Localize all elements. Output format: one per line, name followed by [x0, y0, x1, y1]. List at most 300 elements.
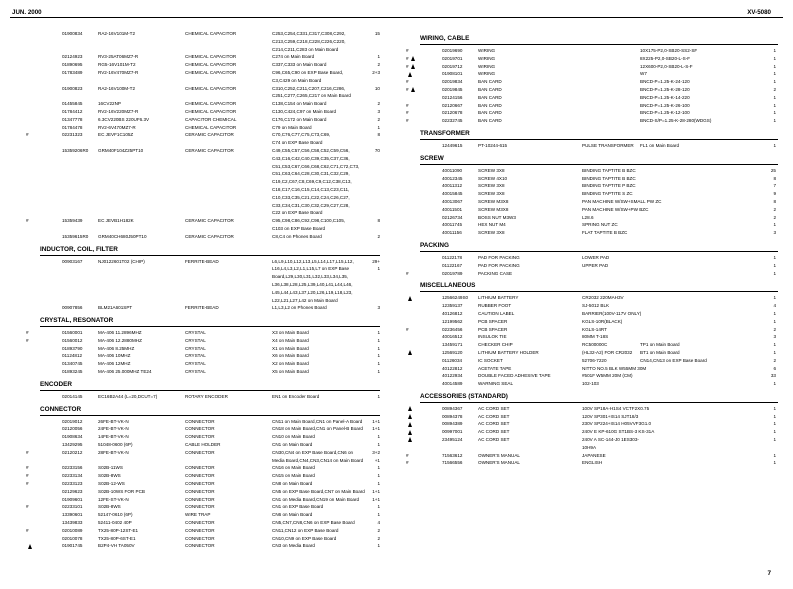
- part-reference: TP1 on Main Board: [640, 342, 680, 348]
- part-name: CERAMIC CAPACITOR: [185, 218, 234, 224]
- parts-row: [420, 365, 778, 373]
- part-reference: 10X175-P2,0-SB20-SS2-SF: [640, 48, 698, 53]
- part-number: 12569120: [442, 349, 463, 355]
- part-number: 02232745: [442, 118, 463, 124]
- parts-row: [420, 310, 778, 318]
- part-quantity: 2: [377, 101, 380, 107]
- part-number: 02019712: [442, 63, 463, 69]
- part-quantity: 1: [773, 452, 776, 458]
- part-description: EC16B2A44 (L=20,DCUT=7): [98, 393, 158, 399]
- part-description: SCREW 3X8: [478, 167, 505, 173]
- parts-row: [40, 297, 380, 305]
- parts-row: [420, 413, 778, 421]
- part-reference: 12X600-P2,0-SB20-L-S-F: [640, 63, 693, 69]
- part-name: CRYSTAL: [185, 337, 206, 343]
- part-description: S02B-11WS: [98, 465, 123, 471]
- part-reference: L22,L21,L27,L42 on Main Board: [272, 297, 338, 303]
- section-heading: ENCODER: [40, 380, 72, 388]
- part-quantity: 1: [773, 381, 776, 387]
- part-reference: BNCD-P=1.25-K-12-100: [640, 110, 690, 116]
- parts-row: [40, 92, 380, 100]
- part-quantity: 1: [377, 353, 380, 359]
- row-marker: [26, 542, 40, 550]
- section-rule: [40, 415, 380, 416]
- part-reference: CN18 on Main Board,CN1 on Panel-B Board: [272, 426, 363, 432]
- part-quantity: 1: [773, 48, 776, 53]
- part-number: 13429295: [62, 442, 83, 448]
- part-number: 12449615: [442, 142, 463, 148]
- part-name: CRYSTAL: [185, 353, 206, 359]
- part-name: CHEMICAL CAPACITOR: [185, 69, 237, 75]
- row-marker: #: [406, 460, 409, 466]
- part-quantity: 1: [773, 405, 776, 411]
- part-quantity: +1: [374, 457, 380, 463]
- part-number: 01900834: [62, 31, 83, 36]
- parts-row: [406, 78, 778, 86]
- part-quantity: 2: [377, 62, 380, 68]
- part-reference: C251,C277,C265,C217 on Main Board: [272, 93, 351, 99]
- safety-warning-icon: [411, 56, 415, 61]
- parts-row: [26, 464, 380, 472]
- part-quantity: 8: [773, 198, 776, 204]
- part-quantity: 7: [773, 183, 776, 189]
- part-description: 52411-0402 40P: [98, 520, 132, 526]
- part-quantity: 3: [773, 230, 776, 236]
- parts-row: [40, 233, 380, 241]
- part-reference: CN1 on Main Board: [272, 442, 313, 448]
- part-quantity: 1: [773, 262, 776, 268]
- part-quantity: 1: [773, 63, 776, 69]
- parts-row: [40, 155, 380, 163]
- part-quantity: 4: [377, 520, 380, 526]
- row-marker: #: [26, 132, 29, 138]
- part-description: BAN CARD: [478, 94, 502, 100]
- part-reference: C253,C254,C331,C317,C308,C292,: [272, 31, 346, 36]
- part-description: 14FE-BT-VK-N: [98, 434, 129, 440]
- part-reference: CN3 on Media Board: [272, 543, 315, 549]
- part-name: PAN MACHINE W/SW+SMALL PW ZC: [582, 198, 662, 204]
- parts-row: [26, 217, 380, 225]
- parts-row: [420, 405, 778, 413]
- parts-row: [40, 61, 380, 69]
- part-description: SCREW 3X8: [478, 191, 505, 197]
- row-marker: #: [26, 473, 29, 479]
- part-number: 40016512: [442, 334, 463, 340]
- part-description: MA-406 11.2896MHZ: [98, 330, 142, 336]
- part-name: LOWER PAD: [582, 254, 610, 260]
- part-quantity: 1: [773, 437, 776, 443]
- part-description: S02B-12-WS: [98, 481, 125, 487]
- part-description: MA-406 12MHZ: [98, 361, 131, 367]
- part-name: 230V SP224+IS14 H05VVF3G1.0: [582, 421, 652, 427]
- part-reference: BNCD-P=1.25-K-24-120: [640, 79, 690, 85]
- part-name: 240V E KP-610G ST1BS-3 KS-31A: [582, 429, 655, 435]
- part-description: PCB SPACER: [478, 326, 508, 332]
- part-reference: BT1 on Main Board: [640, 349, 680, 355]
- part-reference: C95,C98,C86,C92,C98,C100,C105,: [272, 218, 346, 224]
- part-description: S02B-10WS FOR PCB: [98, 488, 145, 494]
- section-rule: [40, 390, 380, 391]
- part-quantity: 1: [377, 434, 380, 440]
- part-number: 01347778: [62, 116, 83, 122]
- safety-warning-icon: [408, 414, 412, 419]
- parts-row: [420, 167, 778, 175]
- part-quantity: 2+3: [372, 69, 380, 75]
- parts-row: [40, 139, 380, 147]
- part-number: 01340745: [62, 361, 83, 367]
- part-description: IC SOCKET: [478, 357, 503, 363]
- parts-row: [420, 254, 778, 262]
- part-description: RG5-16V101M-T2: [98, 62, 136, 68]
- part-name: RC500000C: [582, 342, 608, 348]
- part-reference: BNCD-P=1.25-K-28-120: [640, 86, 690, 92]
- part-number: 71563612: [442, 452, 463, 458]
- part-reference: CN16 on Main Board: [272, 465, 315, 471]
- part-description: SCREW M3X8: [478, 198, 509, 204]
- part-number: 40011745: [442, 222, 463, 228]
- part-reference: 8X225-P2,0-SB20-L-S-F: [640, 55, 691, 61]
- part-reference: CN8 on Main Board: [272, 481, 313, 487]
- section-heading: WIRING, CABLE: [420, 35, 470, 42]
- part-number: 00997001: [442, 429, 463, 435]
- parts-row: [40, 360, 380, 368]
- part-reference: C8,C4 on Phones Board: [272, 233, 322, 239]
- safety-warning-icon: [28, 544, 32, 549]
- part-number: 00907856: [62, 305, 83, 311]
- part-reference: C214,C211,C283 on Main Board: [272, 46, 339, 52]
- row-marker: #: [406, 110, 409, 116]
- part-number: 15359439: [62, 218, 83, 224]
- part-description: RV2-6V470MZ7-R: [98, 124, 136, 130]
- parts-row: [26, 503, 380, 511]
- part-quantity: 1: [773, 110, 776, 116]
- part-reference: X1 on Main Board: [272, 345, 309, 351]
- part-number: 01900823: [62, 85, 83, 91]
- part-quantity: 1: [773, 94, 776, 100]
- part-description: ACETATE TAPE: [478, 365, 512, 371]
- part-description: 51048-0600 (6P): [98, 442, 133, 448]
- part-reference: C274 on Main Board: [272, 54, 315, 60]
- part-reference: L36,L38,L28,L25,L39,L40,L41,L44,L46,: [272, 281, 353, 287]
- part-description: SCREW 3X8: [478, 183, 505, 189]
- parts-row: [40, 85, 380, 93]
- parts-row: [26, 527, 380, 535]
- part-reference: C213,C259,C218,C228,C226,C220,: [272, 38, 346, 44]
- part-number: 23495124: [442, 437, 463, 443]
- parts-row: [40, 225, 380, 233]
- parts-row: [40, 147, 380, 155]
- part-quantity: 2: [377, 527, 380, 533]
- parts-row: [40, 100, 380, 108]
- part-number: 02129623: [62, 488, 83, 494]
- parts-row: [40, 519, 380, 527]
- safety-warning-icon: [411, 87, 415, 92]
- part-description: OWNER'S MANUAL: [478, 452, 520, 458]
- part-quantity: 10: [374, 85, 380, 91]
- parts-row: [420, 221, 778, 229]
- part-number: 02124156: [442, 94, 463, 100]
- parts-row: [420, 198, 778, 206]
- part-name: (HL32-A2) FOR CR2032: [582, 349, 633, 355]
- parts-row: [40, 77, 380, 85]
- part-name: ENGLISH: [582, 460, 603, 466]
- row-marker: #: [406, 55, 420, 63]
- part-reference: C70,C76,C77,C75,C73,C69,: [272, 132, 331, 138]
- part-name: CHEMICAL CAPACITOR: [185, 31, 237, 36]
- part-quantity: 1: [773, 118, 776, 124]
- part-name: KGLS-10R(BLACK): [582, 318, 623, 324]
- section-heading: CONNECTOR: [40, 405, 82, 413]
- part-description: SCREW M3X8: [478, 206, 509, 212]
- part-reference: C3,C429 on Main Board: [272, 77, 322, 83]
- section-heading: TRANSFORMER: [420, 129, 470, 137]
- part-reference: C310,C252,C211,C207,C216,C286,: [272, 85, 346, 91]
- parts-row: [406, 326, 778, 334]
- part-reference: CN1 on Media Board,CN19 on Main Board: [272, 496, 360, 502]
- part-name: CRYSTAL: [185, 345, 206, 351]
- part-name: CHEMICAL CAPACITOR: [185, 101, 237, 107]
- part-name: CRYSTAL: [185, 361, 206, 367]
- part-description: WIRING: [478, 48, 496, 53]
- part-number: 01783489: [62, 69, 83, 75]
- part-number: 02120667: [442, 102, 463, 108]
- section-heading: PACKING: [420, 241, 449, 249]
- part-description: RA2-16V101M-T2: [98, 31, 136, 36]
- part-name: CERAMIC CAPACITOR: [185, 233, 234, 239]
- part-quantity: 1: [377, 543, 380, 549]
- part-description: HEX NUT M4: [478, 222, 506, 228]
- part-quantity: 1: [377, 481, 380, 487]
- part-number: 02019701: [442, 55, 463, 61]
- part-description: PACKING CASE: [478, 270, 513, 276]
- parts-row: [40, 209, 380, 217]
- part-number: 02233156: [62, 465, 83, 471]
- part-quantity: 2: [773, 86, 776, 92]
- parts-row: [40, 393, 380, 401]
- part-name: CHEMICAL CAPACITOR: [185, 108, 237, 114]
- part-description: CAUTION LABEL: [478, 310, 515, 316]
- part-quantity: 1: [377, 442, 380, 448]
- part-reference: C10,C33,C35,C21,C22,C24,C26,C27,: [272, 194, 350, 200]
- part-reference: CN11,CN12 on EXP Base Board: [272, 527, 339, 533]
- parts-row: [40, 186, 380, 194]
- row-marker: #: [26, 218, 29, 224]
- parts-row: [26, 329, 380, 337]
- part-description: DOUBLE FACED ADHESIVE TAPE: [478, 373, 551, 379]
- parts-row: [420, 206, 778, 214]
- parts-row: [406, 63, 778, 71]
- part-number: 00894389: [442, 421, 463, 427]
- section-heading: CRYSTAL, RESONATOR: [40, 317, 114, 325]
- section-heading: ACCESSORIES (STANDARD): [420, 392, 508, 400]
- part-description: RV3-25AT06MZ7-R: [98, 54, 139, 60]
- part-quantity: 8: [773, 175, 776, 181]
- part-reference: CN6 on Main Board: [272, 512, 313, 518]
- part-number: 02126734: [442, 214, 463, 220]
- section-rule: [420, 402, 778, 403]
- parts-row: [40, 178, 380, 186]
- part-description: EC JEVF1C105Z: [98, 132, 134, 138]
- part-quantity: 1: [377, 266, 380, 272]
- part-description: WIRING: [478, 55, 496, 61]
- section-heading: INDUCTOR, COIL, FILTER: [40, 245, 118, 253]
- part-reference: C138,C154 on Main Board: [272, 101, 327, 107]
- part-quantity: 2: [773, 357, 776, 363]
- part-description: WIRING: [478, 71, 496, 77]
- part-number: 00903167: [62, 258, 83, 264]
- part-quantity: 1: [377, 504, 380, 510]
- part-name: CONNECTOR: [185, 473, 215, 479]
- part-number: 01893790: [62, 345, 83, 351]
- parts-row: [26, 449, 380, 457]
- part-number: 01893245: [62, 369, 83, 375]
- row-marker: [406, 70, 420, 78]
- part-quantity: 8: [377, 132, 380, 138]
- part-description: NJ0122601T02 (CHIP): [98, 258, 145, 264]
- parts-row: [420, 372, 778, 380]
- page-number: 7: [767, 570, 771, 577]
- row-marker: #: [26, 337, 29, 343]
- row-marker: #: [26, 504, 29, 510]
- part-name: UPPER PAD: [582, 262, 609, 268]
- part-reference: C337,C333 on Main Board: [272, 62, 327, 68]
- part-reference: C176,C172 on Main Board: [272, 116, 327, 122]
- part-description: PT-10244-615: [478, 142, 508, 148]
- safety-warning-icon: [408, 422, 412, 427]
- part-reference: C18,C17,C16,C15,C14,C13,C23,C11,: [272, 186, 350, 192]
- part-quantity: 1: [773, 342, 776, 348]
- part-number: 40122934: [442, 373, 463, 379]
- part-number: 01560001: [62, 330, 83, 336]
- part-reference: CN30,CN4 on EXP Base Board,CN6 on: [272, 449, 354, 455]
- safety-warning-icon: [408, 406, 412, 411]
- part-quantity: 1: [377, 124, 380, 130]
- part-reference: C43,C16,C42,C40,C39,C35,C37,C36,: [272, 155, 350, 161]
- part-reference: C33,C34,C31,C30,C32,C29,C27,C28,: [272, 202, 350, 208]
- part-description: OWNER'S MANUAL: [478, 460, 520, 466]
- part-description: 12FE-ST-VK-N: [98, 496, 129, 502]
- part-reference: C22 on EXP Base Board: [272, 210, 323, 216]
- part-description: GRM40CH680J50PT10: [98, 233, 147, 239]
- part-description: PAD FOR PACKING: [478, 254, 520, 260]
- parts-row: [420, 318, 778, 326]
- parts-row: [26, 337, 380, 345]
- part-quantity: 1+1: [372, 426, 380, 432]
- part-quantity: 33: [770, 373, 776, 379]
- part-reference: X4 on Main Board: [272, 337, 309, 343]
- part-reference: BNCD-P=1.25-K-14-220: [640, 94, 690, 100]
- part-number: 12199562: [442, 318, 463, 324]
- header-model: XV-5080: [747, 9, 771, 16]
- parts-row: [420, 182, 778, 190]
- part-reference: C51,C63,C64,C28,C30,C31,C32,C29,: [272, 171, 350, 177]
- part-number: 13390601: [62, 512, 83, 518]
- part-number: 02233101: [62, 504, 83, 510]
- parts-row: [40, 511, 380, 519]
- part-quantity: 2: [377, 116, 380, 122]
- part-description: EC JEVB1H182K: [98, 218, 134, 224]
- part-description: PAD FOR PACKING: [478, 262, 520, 268]
- part-name: BINDING TAPTITE B BZC: [582, 175, 636, 181]
- parts-row: [40, 496, 380, 504]
- part-description: BAN CARD: [478, 79, 502, 85]
- part-number: 71566556: [442, 460, 463, 466]
- part-reference: X6 on Main Board: [272, 353, 309, 359]
- part-reference: CN10,CN9 on EXP Base Board: [272, 535, 337, 541]
- parts-row: [40, 433, 380, 441]
- parts-row: [420, 229, 778, 237]
- part-number: 40011312: [442, 183, 463, 189]
- parts-row: [420, 294, 778, 302]
- part-number: 02236456: [442, 326, 463, 332]
- part-reference: CN15 on Main Board: [272, 473, 315, 479]
- row-marker: #: [26, 527, 29, 533]
- row-marker: #: [26, 481, 29, 487]
- part-name: CHEMICAL CAPACITOR: [185, 124, 237, 130]
- section-rule: [420, 291, 778, 292]
- parts-row: [40, 425, 380, 433]
- part-number: 02014145: [62, 393, 83, 399]
- part-number: 00894367: [442, 405, 463, 411]
- part-quantity: 1: [773, 222, 776, 228]
- part-description: SCREW 3X8: [478, 230, 505, 236]
- part-name: KGLS-14RT: [582, 326, 607, 332]
- parts-row: [406, 86, 778, 94]
- part-name: 10H9A: [582, 444, 597, 450]
- part-number: 40014589: [442, 381, 463, 387]
- part-name: CONNECTOR: [185, 481, 215, 487]
- part-name: BINDING TAPTITE S ZC: [582, 191, 633, 197]
- part-reference: C130,C424,C97 on Main Board: [272, 108, 337, 114]
- part-name: CABLE HOLDER: [185, 442, 221, 448]
- part-number: 02120212: [62, 449, 83, 455]
- part-description: RV2-16V220MZ7-R: [98, 108, 139, 114]
- part-description: 24FE-BT-VK-N: [98, 426, 129, 432]
- part-description: AC CORD SET: [478, 405, 510, 411]
- part-number: 01909601: [62, 496, 83, 502]
- parts-row: [40, 281, 380, 289]
- part-name: CONNECTOR: [185, 504, 215, 510]
- part-quantity: 1: [377, 473, 380, 479]
- parts-row: [406, 117, 778, 125]
- part-number: 40012345: [442, 175, 463, 181]
- row-marker: #: [26, 465, 29, 471]
- safety-warning-icon: [408, 296, 412, 301]
- parts-row: [406, 102, 778, 110]
- part-number: 12359137: [442, 303, 463, 309]
- part-quantity: 1: [377, 369, 380, 375]
- part-name: CONNECTOR: [185, 543, 215, 549]
- part-description: INSULOK TIE: [478, 334, 507, 340]
- part-reference: X5 on Main Board: [272, 369, 309, 375]
- section-rule: [420, 251, 778, 252]
- parts-row: [40, 163, 380, 171]
- parts-row: [406, 47, 778, 55]
- part-quantity: 1: [773, 460, 776, 466]
- part-number: 02010078: [62, 535, 83, 541]
- section-heading: MISCELLANEOUS: [420, 282, 476, 290]
- parts-row: [40, 38, 380, 46]
- part-number: 40015845: [442, 191, 463, 197]
- part-quantity: 3: [377, 305, 380, 311]
- parts-row: [40, 124, 380, 132]
- parts-row: [40, 418, 380, 426]
- header-date: JUN. 2000: [12, 9, 42, 16]
- part-quantity: 1: [377, 54, 380, 60]
- part-quantity: 29+: [372, 258, 380, 264]
- part-description: BAN CARD: [478, 118, 502, 124]
- part-name: #501F W5MM 20M (CM): [582, 373, 633, 379]
